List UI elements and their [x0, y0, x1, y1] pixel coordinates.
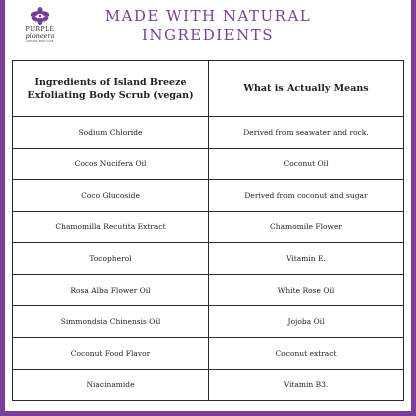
meaning-cell: Jojoba Oil — [208, 306, 403, 337]
flower-icon — [30, 7, 50, 25]
meaning-cell: Derived from seawater and rock. — [208, 117, 403, 148]
header — [0, 0, 416, 52]
table-row — [13, 148, 403, 180]
ingredient-cell: Coco Glucoside — [81, 190, 140, 200]
ingredients-table — [12, 60, 404, 401]
logo-name-line2: pioneera — [25, 32, 55, 40]
logo-name-line1: PURPLE — [25, 26, 55, 33]
ingredient-cell: Niacinamide — [86, 380, 135, 390]
meaning-cell: Vitamin B3. — [208, 370, 403, 401]
meaning-cell: Chamomile Flower — [208, 212, 403, 243]
brand-logo — [20, 7, 60, 49]
table-row — [13, 274, 403, 306]
ingredient-cell: Cocos Nucifera Oil — [74, 159, 147, 169]
ingredient-cell: Sodium Chloride — [78, 127, 143, 137]
meaning-cell: Coconut extract — [208, 338, 403, 369]
table-row — [13, 116, 403, 148]
table-header-row — [13, 61, 403, 116]
ingredient-cell: Rosa Alba Flower Oil — [70, 285, 151, 295]
ingredient-cell: Chamomilla Recutita Extract — [55, 222, 166, 232]
column-header-meaning: What is Actually Means — [208, 61, 403, 116]
ingredient-cell: Simmondsia Chinensis Oil — [60, 317, 161, 327]
ingredient-cell: Tocopherol — [89, 254, 132, 264]
logo-tagline: NATURAL BODY CARE — [26, 40, 54, 43]
ingredient-cell: Coconut Food Flavor — [70, 348, 151, 358]
table-row — [13, 369, 403, 401]
meaning-cell: Coconut Oil — [208, 149, 403, 180]
column-header-ingredients: Ingredients of Island Breeze Exfoliating Body Scrub (vegan) — [27, 76, 194, 101]
table-row — [13, 242, 403, 274]
table-row — [13, 337, 403, 369]
meaning-cell: White Rose Oil — [208, 275, 403, 306]
table-row — [13, 305, 403, 337]
page-title: MADE WITH NATURAL INGREDIENTS — [104, 7, 312, 44]
meaning-cell: Vitamin E. — [208, 243, 403, 274]
table-row — [13, 179, 403, 211]
meaning-cell: Derived from coconut and sugar — [208, 180, 403, 211]
table-row — [13, 211, 403, 243]
